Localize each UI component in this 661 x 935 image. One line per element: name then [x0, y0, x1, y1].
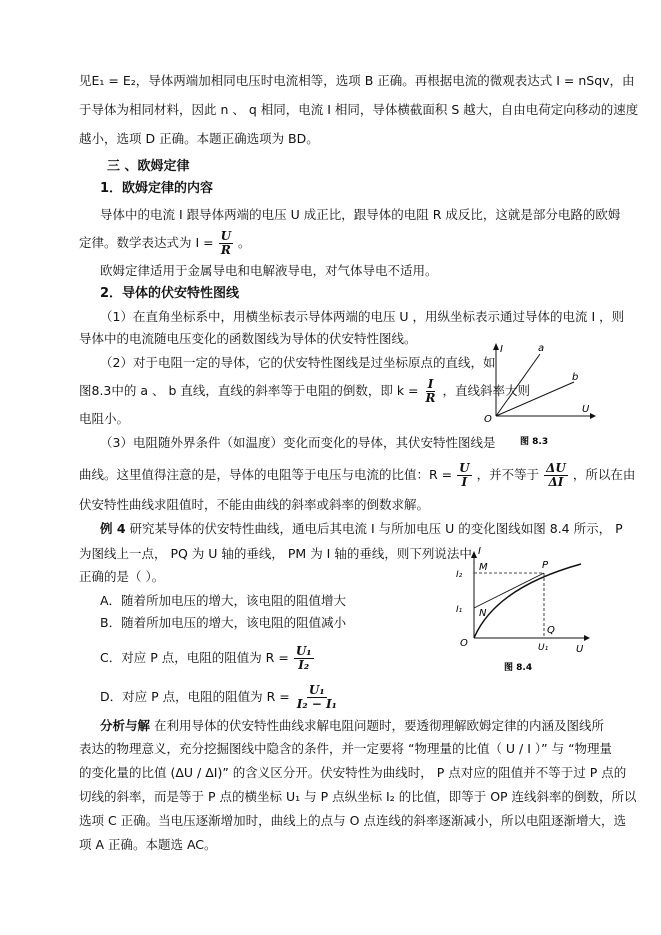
text-line: 正确的是（ ）。 — [79, 569, 165, 584]
subheading: 2．导体的伏安特性图线 — [100, 286, 240, 301]
figure-caption: 图 8.4 — [504, 663, 533, 673]
u1-label: U₁ — [538, 643, 549, 653]
fraction-r1 — [457, 462, 471, 489]
fraction-denominator: R — [425, 391, 436, 405]
option-b: B．随着所加电压的增大，该电阻的阻值减小 — [100, 615, 347, 630]
section-title: 三 、欧姆定律 — [107, 159, 190, 174]
text-segment: 研究某导体的伏安特性曲线，通电后其电流 I 与所加电压 U 的变化图线如图 8.4 所示， P — [129, 521, 623, 536]
fraction-numerator: U₁ — [295, 644, 312, 658]
text-segment: 曲线。这里值得注意的是，导体的电阻等于电压与电流的比值：R = — [79, 467, 453, 482]
fraction-denominator: I₂ − I₁ — [296, 697, 337, 711]
text-segment: C．对应 P 点，电阻的阻值为 R = — [100, 650, 289, 665]
y-arrow — [471, 551, 477, 558]
y-axis-label: I — [478, 546, 481, 557]
analysis-line — [100, 717, 604, 735]
text-line: 电阻小。 — [79, 411, 130, 426]
formula-line — [79, 378, 530, 405]
point-n-label: N — [479, 608, 487, 619]
origin-label: O — [484, 414, 492, 425]
fraction-denominator: R — [220, 243, 231, 257]
line-a-label: a — [538, 343, 545, 354]
example-line — [100, 520, 623, 538]
text-segment: ，并不等于 — [476, 467, 540, 482]
fraction-c — [294, 645, 314, 672]
fraction-numerator: U₁ — [308, 683, 325, 697]
formula-line — [79, 462, 635, 489]
text-line: 伏安特性曲线求阻值时，不能由曲线的斜率或斜率的倒数求解。 — [79, 497, 430, 512]
x-arrow — [590, 413, 596, 419]
x-arrow — [584, 635, 590, 641]
example-label: 例 4 — [100, 521, 126, 536]
fraction-denominator: I — [461, 475, 468, 489]
text-line: 越小，选项 D 正确。本题正确选项为 BD。 — [79, 131, 319, 146]
text-line: 见E₁ = E₂，导体两端加相同电压时电流相等，选项 B 正确。再根据电流的微观表达式 I = nSqv，由 — [79, 73, 635, 88]
text-line: 于导体为相同材料，因此 n 、 q 相同，电流 I 相同，导体横截面积 S 越大，自由电荷定向移动的速度 — [79, 102, 639, 117]
fraction-denominator: ΔI — [548, 475, 564, 489]
text-segment: 在利用导体的伏安特性曲线求解电阻问题时，要透彻理解欧姆定律的内涵及图线所 — [154, 718, 605, 733]
i1-label: I₁ — [456, 605, 463, 615]
option-c — [100, 645, 315, 672]
text-segment: D．对应 P 点，电阻的阻值为 R = — [100, 689, 290, 704]
origin-label: O — [460, 638, 468, 649]
y-arrow — [493, 343, 499, 350]
text-segment: 。 — [238, 235, 251, 250]
line-b-label: b — [572, 372, 579, 383]
fraction-k — [424, 378, 438, 405]
text-line: （1）在直角坐标系中，用横坐标表示导体两端的电压 U ，用纵坐标表示通过导体的电流 I ，则 — [100, 309, 625, 324]
fraction-numerator: U — [459, 461, 470, 475]
figure-8-3 — [478, 340, 598, 450]
text-segment: ，所以在由 — [572, 467, 636, 482]
point-m-label: M — [479, 562, 488, 573]
text-line: 的变化量的比值 (ΔU / ΔI)” 的含义区分开。伏安特性为曲线时， P 点对应的阻值并不等于过 P 点的 — [79, 765, 627, 780]
text-line: 导体中的电流 I 跟导体两端的电压 U 成正比，跟导体的电阻 R 成反比，这就是部分电路的欧姆 — [100, 207, 621, 222]
text-line: 切线的斜率，而是等于 P 点的横坐标 U₁ 与 P 点纵坐标 I₂ 的比值，即等于 OP 连线斜率的倒数，所以 — [79, 789, 637, 804]
fraction-numerator: I — [427, 377, 434, 391]
text-line: 为图线上一点， PQ 为 U 轴的垂线， PM 为 I 轴的垂线，则下列说法中 — [79, 546, 472, 561]
fraction-d — [295, 684, 339, 711]
point-q-label: Q — [547, 625, 555, 636]
text-line: （3）电阻随外界条件（如温度）变化而变化的导体，其伏安特性图线是 — [100, 435, 496, 450]
text-line: 欧姆定律适用于金属导电和电解液导电，对气体导电不适用。 — [100, 263, 438, 278]
fraction-denominator: I₂ — [298, 658, 310, 672]
formula-line — [79, 230, 251, 257]
point-p-label: P — [542, 560, 549, 571]
figure-caption: 图 8.3 — [520, 437, 549, 447]
analysis-label: 分析与解 — [100, 718, 151, 733]
x-axis-label: U — [582, 404, 590, 415]
option-a: A．随着所加电压的增大，该电阻的阻值增大 — [100, 593, 347, 608]
option-d — [100, 684, 340, 711]
i2-label: I₂ — [456, 570, 463, 580]
subheading: 1．欧姆定律的内容 — [100, 181, 214, 196]
x-axis-label: U — [576, 644, 584, 655]
figure-8-4 — [446, 546, 596, 676]
text-segment: 定律。数学表达式为 I = — [79, 235, 214, 250]
fraction-r2 — [544, 462, 568, 489]
fraction-numerator: U — [220, 229, 232, 243]
fraction-numerator: ΔU — [546, 461, 566, 475]
iv-curve — [474, 564, 581, 638]
y-axis-label: I — [500, 344, 503, 355]
text-segment: 图8.3中的 a 、 b 直线，直线的斜率等于电阻的倒数，即 k = — [79, 383, 419, 398]
text-segment: ，直线斜率大则 — [442, 383, 530, 398]
tangent-line — [474, 573, 544, 608]
text-line: （2）对于电阻一定的导体，它的伏安特性图线是过坐标原点的直线，如 — [100, 355, 496, 370]
text-line: 项 A 正确。本题选 AC。 — [79, 837, 217, 852]
text-line: 选项 C 正确。当电压逐渐增加时，曲线上的点与 O 点连线的斜率逐渐减小，所以电阻逐渐增大，选 — [79, 813, 626, 828]
text-line: 表达的物理意义，充分挖掘图线中隐含的条件，并一定要将 “物理量的比值（ U / I ）” 与 “物理量 — [79, 741, 613, 756]
text-line: 导体中的电流随电压变化的函数图线为导体的伏安特性图线。 — [79, 331, 417, 346]
fraction-ohm — [219, 230, 233, 257]
